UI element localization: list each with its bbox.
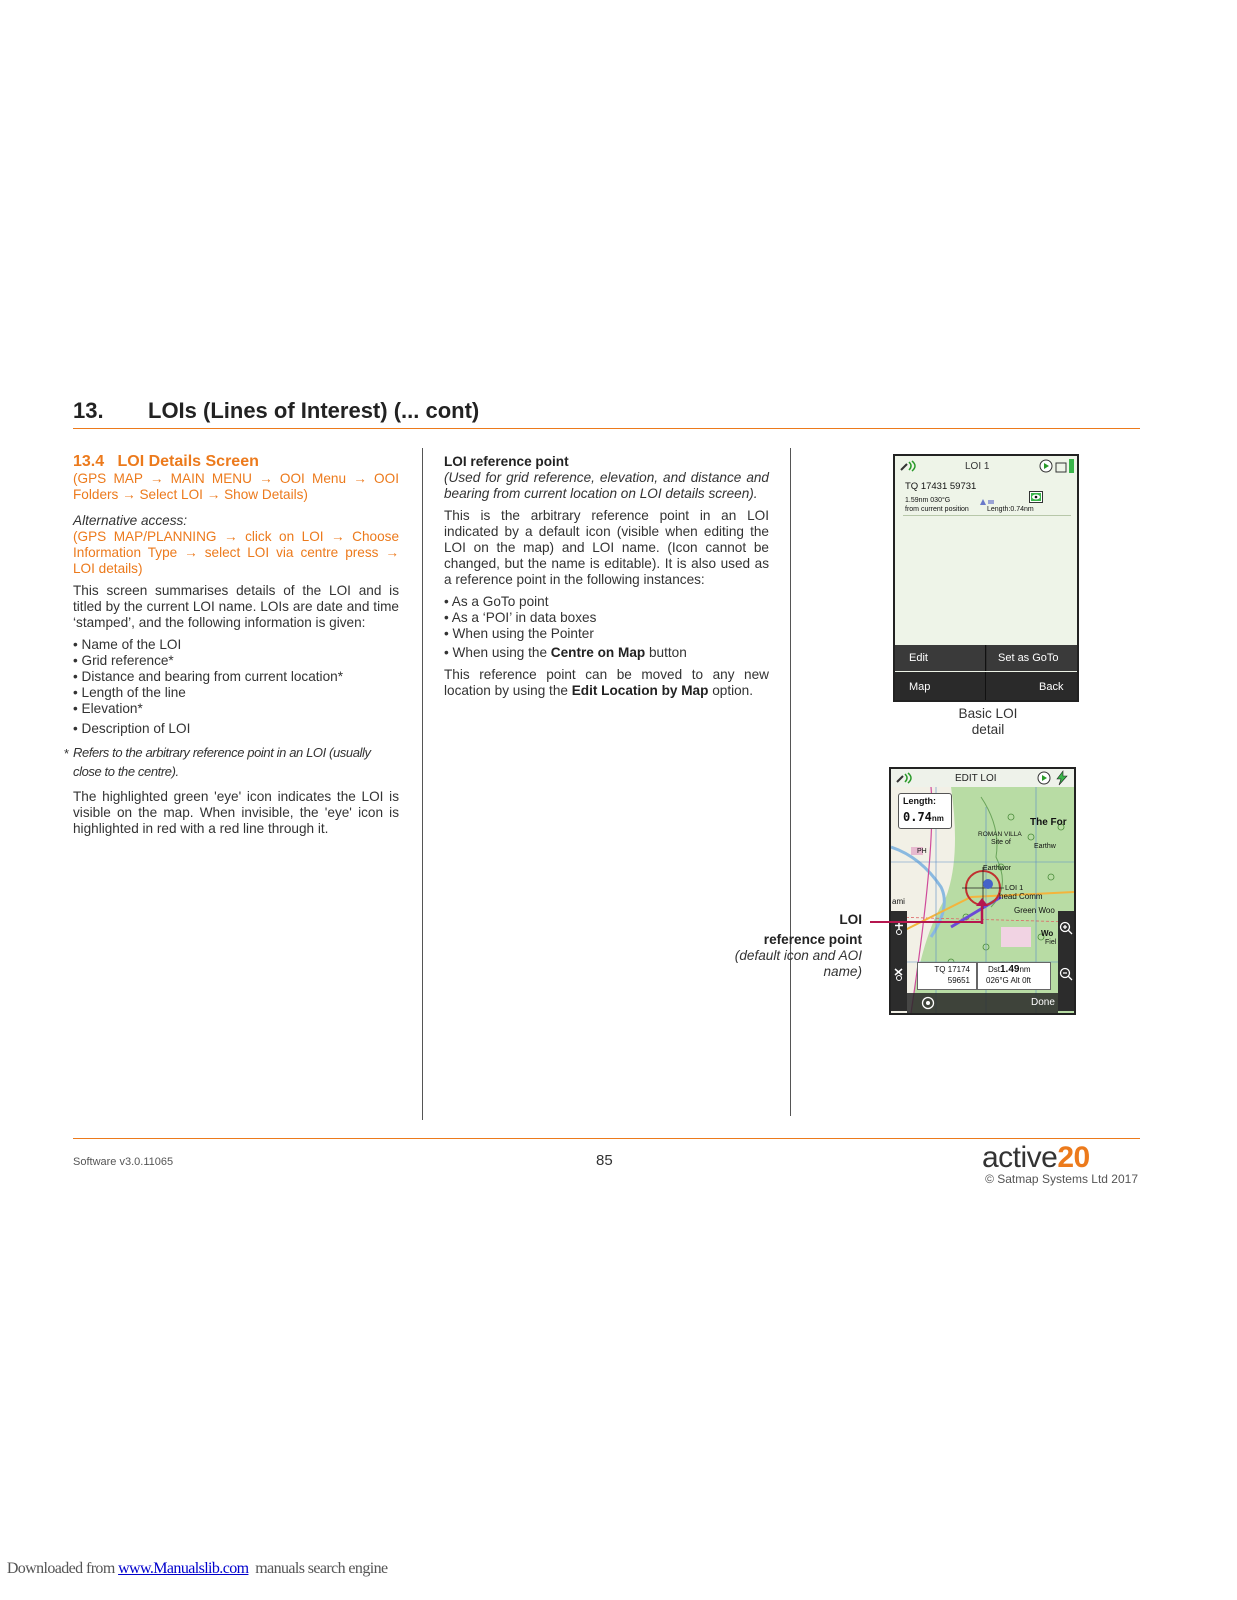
menu-path: (GPS MAP → MAIN MENU → OOI Menu → OOI Folders → Select LOI → Show Details) (73, 471, 399, 502)
list-item: • As a ‘POI’ in data boxes (444, 610, 769, 626)
grid-ref-line-1: TQ 17174 (934, 965, 970, 974)
map-button-label: Map (909, 681, 931, 693)
play-icon (1039, 459, 1053, 473)
length-readout (903, 808, 944, 826)
dst-label: Dst (988, 965, 1000, 974)
reference-point-heading: LOI reference point (444, 454, 569, 469)
map-label: Fiel (1045, 939, 1057, 946)
dst-value: 1.49 (1000, 964, 1020, 975)
section-heading (73, 398, 773, 424)
bearing-altitude: 026°G Alt 0ft (986, 976, 1032, 985)
gps-signal-icon (895, 772, 915, 784)
move-text-post: option. (708, 683, 754, 698)
screen-title: EDIT LOI (955, 773, 997, 784)
reference-point-annotation (700, 912, 862, 980)
header-rule (73, 428, 1140, 429)
reference-uses-list (444, 594, 769, 642)
set-as-goto-button[interactable] (987, 645, 1077, 671)
zoom-out-icon[interactable] (1059, 967, 1073, 981)
eye-icon-note: The highlighted green 'eye' icon indicates the LOI is visible on the map. When invisible, the 'eye' icon is highlighted in red with a red line through it. (73, 789, 399, 836)
grid-reference: TQ 17431 59731 (905, 481, 977, 492)
add-point-icon[interactable] (893, 921, 905, 935)
set-as-goto-label: Set as GoTo (998, 652, 1059, 664)
back-button[interactable] (987, 672, 1077, 700)
page-number: 85 (596, 1152, 613, 1169)
caption-line-2: detail (971, 722, 1005, 737)
annotation-line-3: (default icon and AOI (734, 948, 862, 963)
centre-target-icon[interactable] (921, 996, 935, 1010)
footnote-star: * (64, 746, 69, 761)
list-item: • Length of the line (73, 685, 399, 701)
dst-unit: nm (1019, 965, 1031, 974)
grid-ref-databox (917, 962, 977, 990)
watermark-prefix: Downloaded from (6, 1560, 119, 1577)
battery-charging-icon (1054, 770, 1070, 786)
length-label: Length: (903, 796, 936, 806)
button-bar-top (895, 645, 1077, 671)
line-length: Length:0.74nm (987, 506, 1034, 513)
loi-details-screenshot (893, 454, 1079, 702)
map-label: Earthw (1034, 843, 1056, 850)
map-label: head Comm (999, 892, 1043, 901)
column-divider-2 (790, 448, 791, 1116)
list-item: • Distance and bearing from current location* (73, 669, 399, 685)
move-text-pre: This reference point can be moved to any new location by using the (444, 667, 769, 698)
distance-readout (988, 964, 1031, 975)
list-item: • Elevation* (73, 701, 399, 717)
intro-paragraph: This screen summarises details of the LOI and is titled by the current LOI name. LOIs are date and time ‘stamped’, and the following information is given: (73, 583, 399, 630)
info-list-last (73, 721, 399, 737)
screen-title: LOI 1 (965, 461, 990, 472)
watermark-link[interactable]: www.Manualslib.com (118, 1560, 249, 1577)
map-button[interactable] (895, 672, 986, 700)
done-button[interactable]: Done (1031, 997, 1055, 1008)
logo-word: active (982, 1141, 1058, 1174)
edit-loi-map-screenshot (889, 767, 1076, 1015)
gps-signal-icon (899, 460, 919, 472)
download-watermark (0, 1542, 387, 1578)
list-item: • Description of LOI (73, 721, 399, 737)
status-bar (895, 456, 1077, 478)
section-number: 13. (73, 398, 104, 423)
grid-ref-line-2: 59651 (947, 976, 970, 985)
left-control-strip (891, 911, 907, 1011)
reference-point-paragraph: This is the arbitrary reference point in an LOI indicated by a default icon (visible when editing the LOI on the map) and LOI name. (Icon cannot be changed, but the name is editable). It is also used as a reference point in the following instances: (444, 508, 769, 587)
section-title: LOIs (Lines of Interest) (... cont) (148, 398, 480, 423)
list-item: • Name of the LOI (73, 637, 399, 653)
reference-point-italic: (Used for grid reference, elevation, and distance and bearing from current location on LOI details screen). (444, 470, 769, 501)
from-position: from current position (905, 506, 969, 513)
copyright: © Satmap Systems Ltd 2017 (985, 1172, 1138, 1186)
list-item: • As a GoTo point (444, 594, 769, 610)
distance-bearing: 1.59nm 030°G (905, 497, 951, 504)
list-item (444, 645, 769, 661)
elevation-icon (979, 497, 995, 506)
map-label: ROMAN VILLA (978, 831, 1022, 838)
map-label: LOI 1 (1005, 883, 1024, 892)
map-label: Site of (991, 839, 1011, 846)
eye-visible-icon (1029, 491, 1043, 503)
column-divider-1 (422, 448, 423, 1120)
list-item: • When using the Pointer (444, 626, 769, 642)
distance-databox (977, 962, 1051, 990)
status-bar (891, 769, 1074, 787)
software-version: Software v3.0.11065 (73, 1156, 174, 1168)
map-label: Wo (1041, 929, 1054, 938)
delete-point-icon[interactable] (893, 967, 905, 981)
map-label: The For (1030, 817, 1067, 828)
alt-access-path: (GPS MAP/PLANNING → click on LOI → Choose Information Type → select LOI via centre press → LOI details) (73, 529, 399, 576)
edit-location-term: Edit Location by Map (571, 683, 709, 698)
length-value: 0.74 (903, 810, 932, 824)
footer-rule (73, 1138, 1140, 1139)
centre-on-map-term: Centre on Map (550, 645, 646, 660)
map-label: Green Woo (1014, 906, 1055, 915)
zoom-in-icon[interactable] (1059, 921, 1073, 935)
map-label: Earthwor (983, 865, 1012, 872)
annotation-line-2: reference point (763, 932, 862, 947)
info-list (73, 637, 399, 717)
footnote-text: Refers to the arbitrary reference point in an LOI (usually close to the centre). (73, 745, 371, 779)
list-item: • Grid reference* (73, 653, 399, 669)
move-reference-paragraph (444, 667, 769, 699)
screenshot-caption (918, 706, 1058, 738)
map-label: PH (917, 848, 927, 855)
column-1 (64, 452, 399, 837)
reference-uses-list-2 (444, 645, 769, 661)
watermark-suffix: manuals search engine (248, 1560, 388, 1577)
length-box (898, 793, 952, 829)
right-control-strip (1058, 911, 1074, 1011)
annotation-line-4: name) (823, 964, 862, 979)
back-button-label: Back (1039, 681, 1064, 693)
bottom-bar (907, 993, 1058, 1013)
annotation-arrow-icon (974, 896, 990, 926)
battery-icon (1055, 458, 1075, 474)
play-icon (1037, 771, 1051, 785)
details-divider (903, 515, 1071, 516)
length-unit: nm (931, 814, 944, 823)
alt-access-label: Alternative access: (73, 513, 188, 528)
edit-button-label: Edit (909, 652, 928, 664)
annotation-leader-line (870, 921, 982, 923)
centre-text-post: button (645, 645, 687, 660)
subsection-heading: 13.4 LOI Details Screen (73, 453, 259, 470)
footnote (64, 743, 399, 781)
logo-number: 20 (1057, 1141, 1090, 1174)
caption-line-1: Basic LOI (958, 706, 1018, 721)
column-2 (444, 454, 769, 699)
map-label: ami (892, 897, 905, 906)
annotation-line-1: LOI (839, 912, 862, 927)
button-bar-bottom (895, 672, 1077, 700)
centre-text-pre: When using the (452, 645, 551, 660)
edit-button[interactable] (895, 645, 986, 671)
